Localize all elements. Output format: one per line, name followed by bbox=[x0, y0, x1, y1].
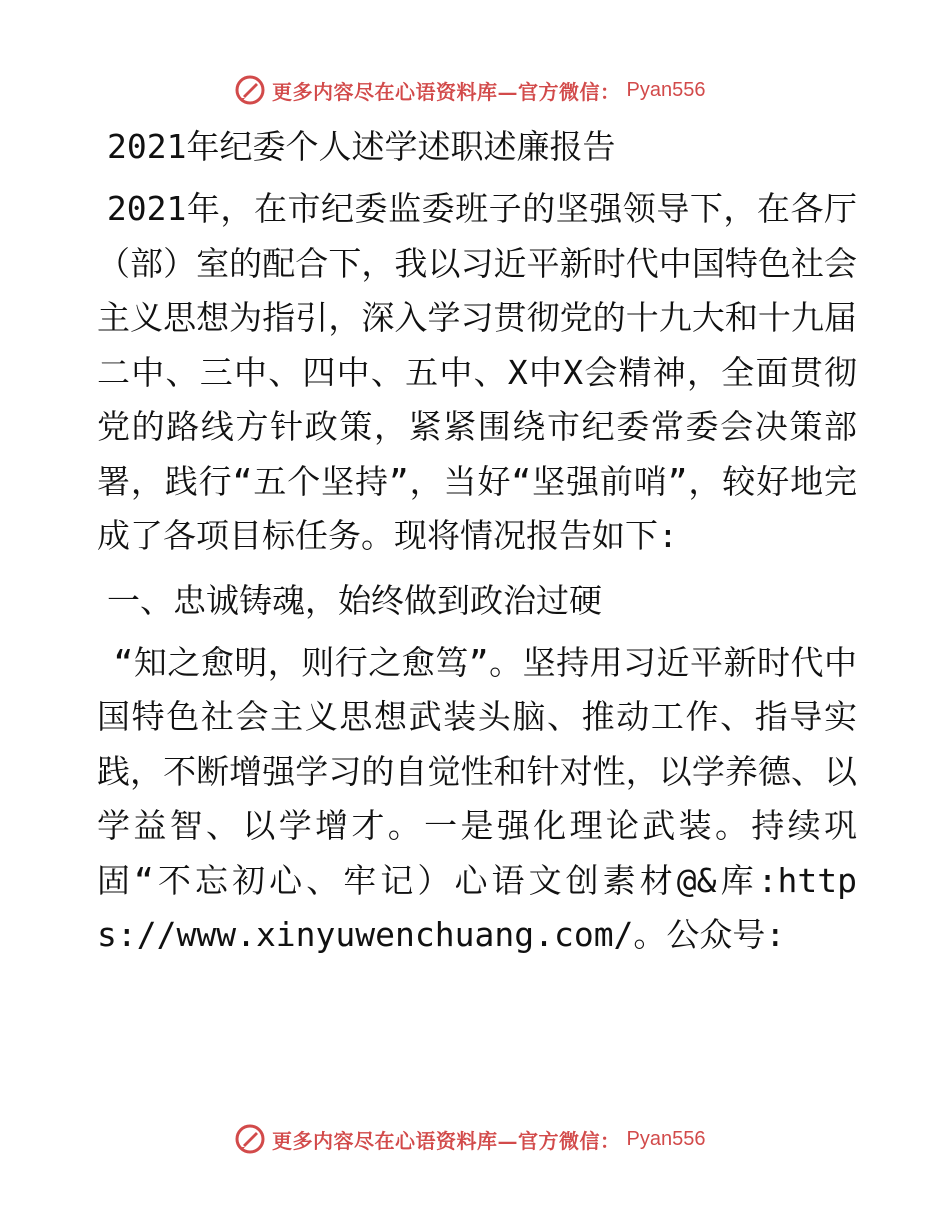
brush-logo-icon bbox=[234, 1123, 266, 1155]
document-title: 2021年纪委个人述学述职述廉报告 bbox=[107, 127, 616, 166]
watermark-handle: Pyan556 bbox=[626, 78, 706, 101]
document-body bbox=[97, 118, 857, 971]
brush-logo-icon bbox=[234, 74, 266, 106]
watermark-handle: Pyan556 bbox=[626, 1127, 706, 1150]
section-heading: 一、忠诚铸魂，始终做到政治过硬 bbox=[107, 580, 602, 620]
watermark-banner-bottom bbox=[234, 1119, 705, 1159]
watermark-text: 更多内容尽在心语资料库—官方微信： bbox=[272, 79, 621, 104]
watermark-text: 更多内容尽在心语资料库—官方微信： bbox=[272, 1128, 621, 1153]
section-paragraph: “知之愈明，则行之愈笃”。坚持用习近平新时代中国特色社会主义思想武装头脑、推动工作、指导实践，不断增强学习的自觉性和针对性，以学养德、以学益智、以学增才。一是强化理论武装。持续巩固“不忘初心、牢记）心语文创素材@&库:https://www.xinyuwenchuang.com/。公众号: bbox=[97, 642, 857, 954]
watermark-banner-top bbox=[234, 70, 705, 110]
intro-paragraph: 2021年，在市纪委监委班子的坚强领导下，在各厅（部）室的配合下，我以习近平新时代中国特色社会主义思想为指引，深入学习贯彻党的十九大和十九届二中、三中、四中、五中、X中X会精神，全面贯彻党的路线方针政策，紧紧围绕市纪委常委会决策部署，践行“五个坚持”，当好“坚强前哨”，较好地完成了各项目标任务。现将情况报告如下: bbox=[97, 189, 857, 555]
